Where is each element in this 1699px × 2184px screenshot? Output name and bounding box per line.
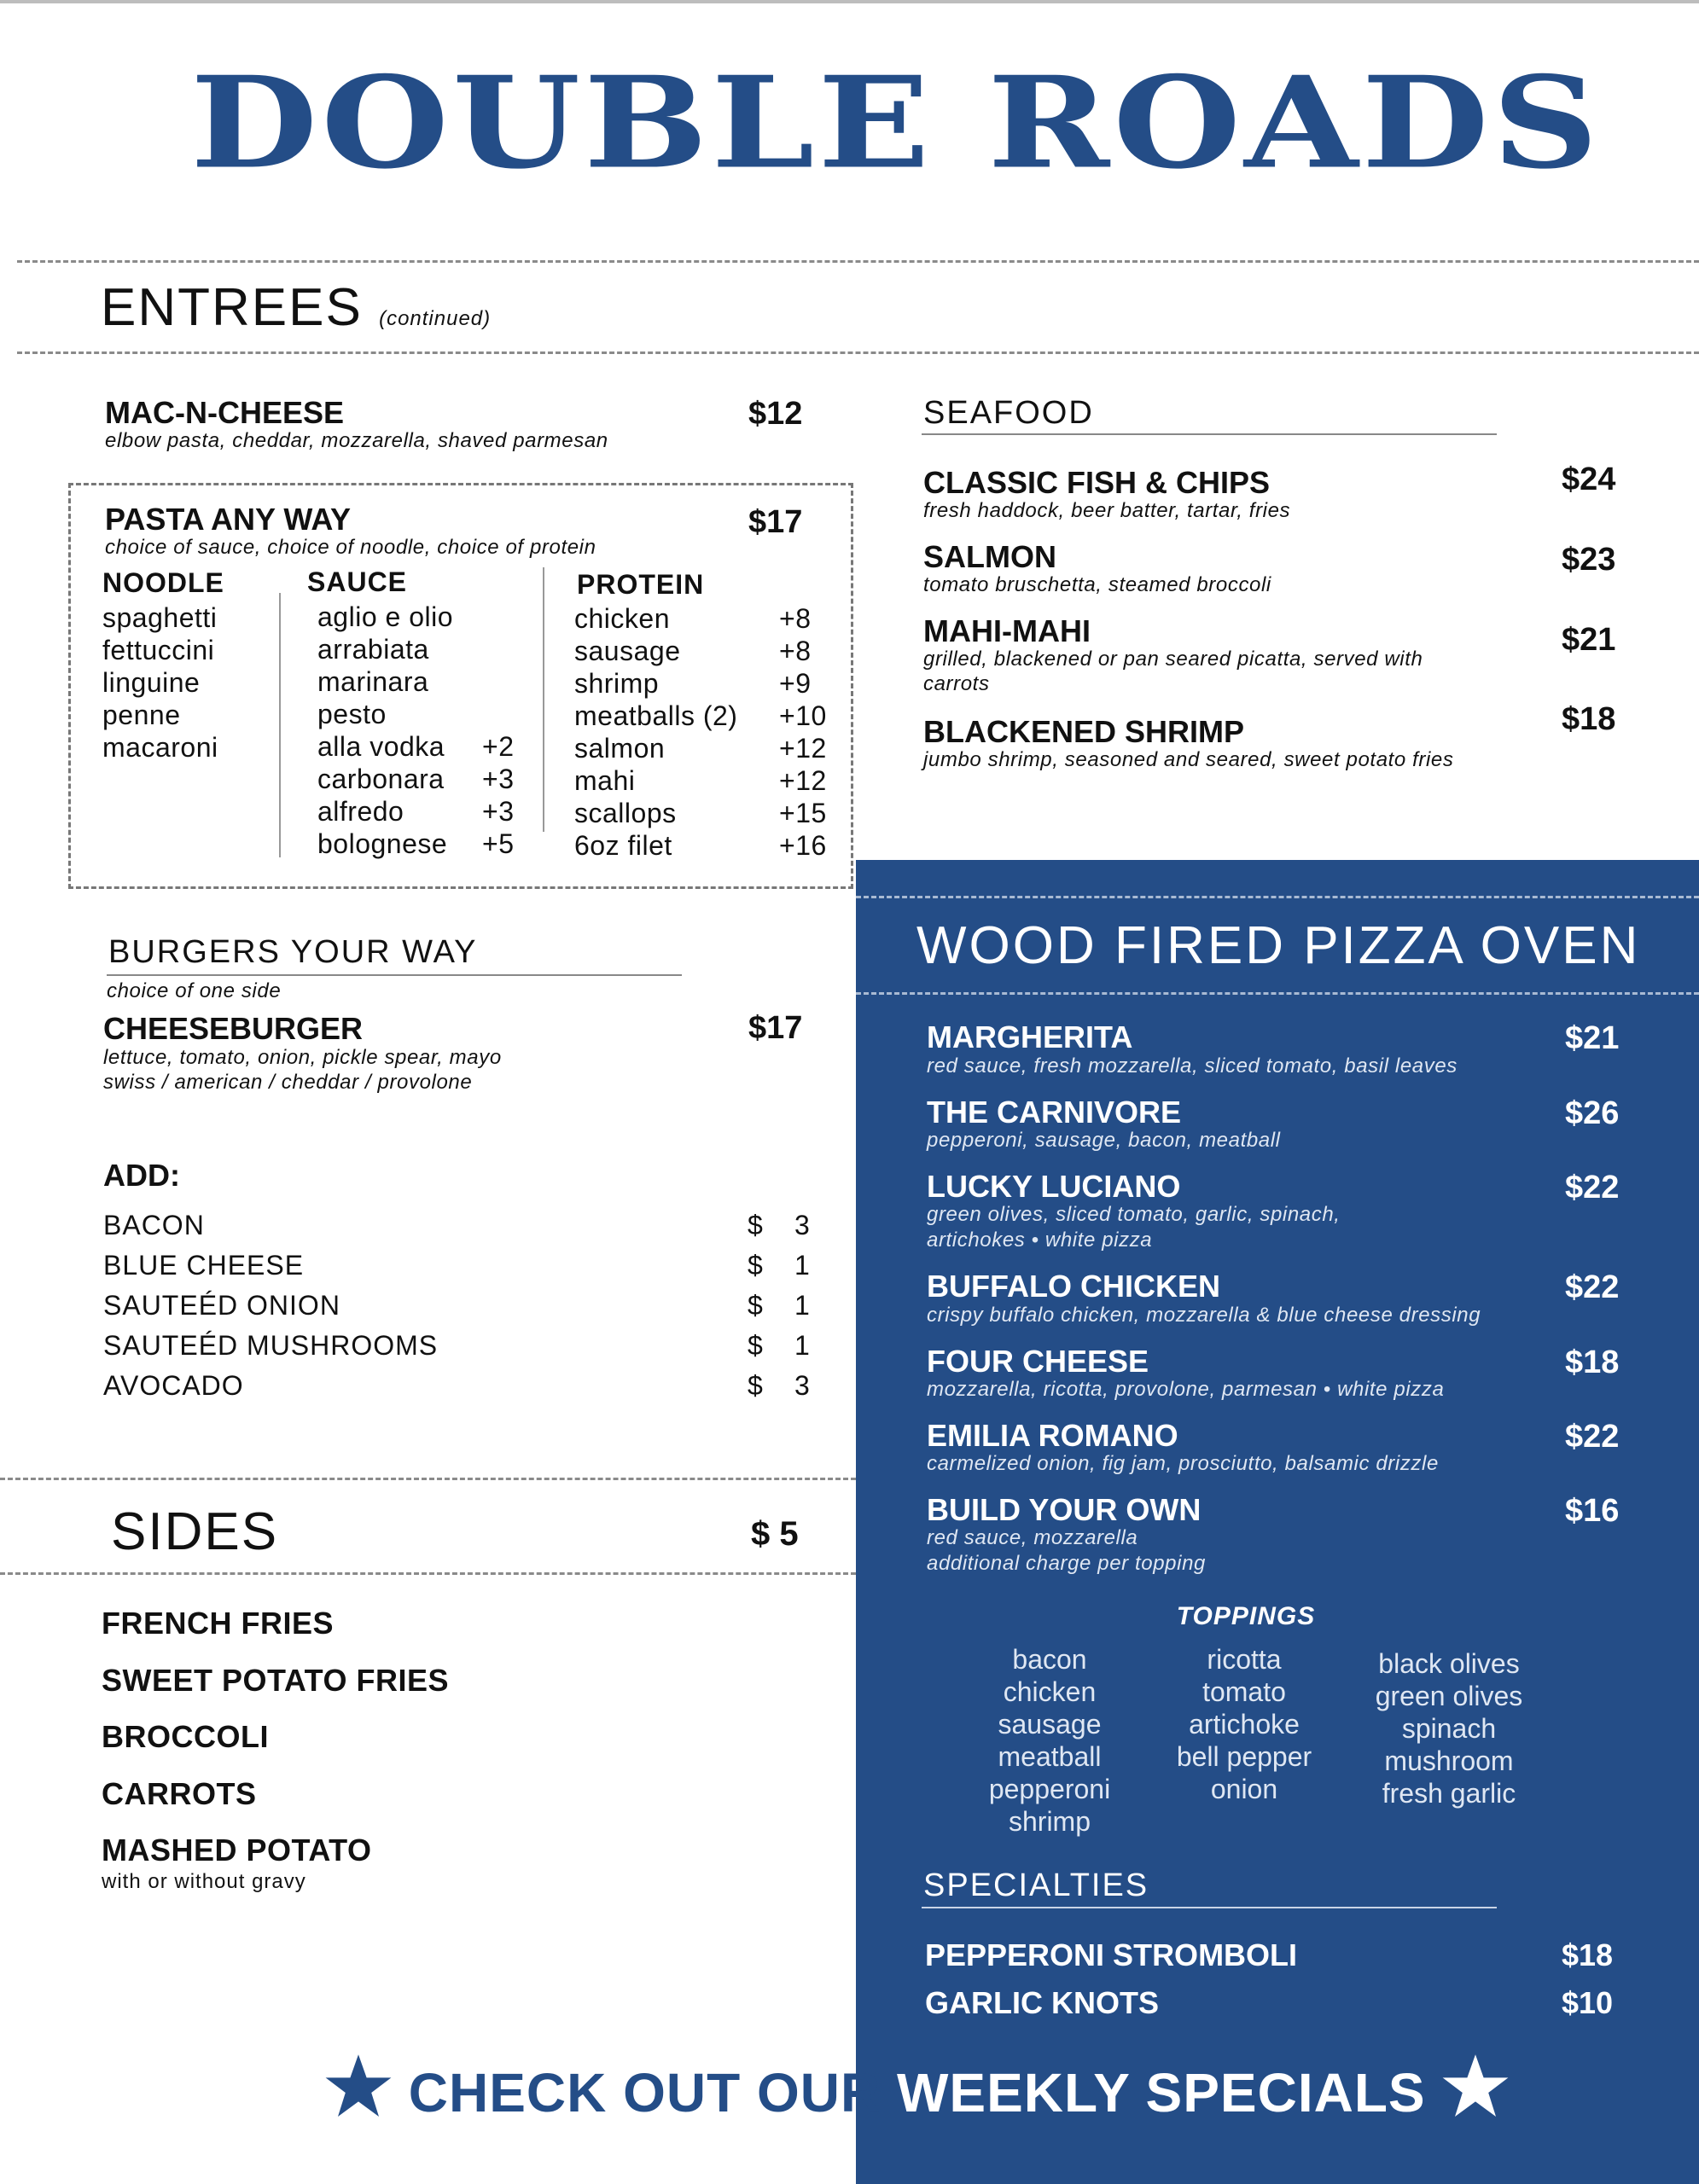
burgers-note: choice of one side xyxy=(107,979,282,1002)
topping-item: meatball xyxy=(998,1741,1102,1772)
burgers-rule xyxy=(107,974,682,976)
topping-item: onion xyxy=(1210,1774,1278,1804)
topping-item: bell pepper xyxy=(1176,1741,1312,1772)
pizza-dash-top xyxy=(856,896,1699,898)
noodle-item: fettuccini xyxy=(102,635,215,665)
topping-item: ricotta xyxy=(1207,1644,1282,1675)
protein-name: shrimp xyxy=(574,668,660,699)
pizza-item-desc-line: red sauce, mozzarella xyxy=(927,1526,1138,1549)
pizza-item-name: MARGHERITA xyxy=(927,1019,1133,1054)
protein-item xyxy=(574,764,839,797)
protein-add: +12 xyxy=(779,733,827,764)
side-item: CARROTS xyxy=(102,1776,257,1811)
seafood-item-name: MAHI-MAHI xyxy=(923,613,1091,648)
add-item xyxy=(103,1326,820,1366)
protein-name: scallops xyxy=(574,798,677,828)
protein-name: 6oz filet xyxy=(574,830,672,861)
banner-text-right: WEEKLY SPECIALS xyxy=(897,2062,1426,2123)
seafood-item-price: $23 xyxy=(1562,542,1616,578)
protein-item xyxy=(574,700,839,732)
sauce-name: pesto xyxy=(317,699,387,729)
sauce-heading: SAUCE xyxy=(307,566,408,597)
sauce-item xyxy=(317,795,522,828)
pizza-item-price: $26 xyxy=(1565,1095,1620,1131)
specialties-rule xyxy=(922,1907,1497,1908)
side-item-note: with or without gravy xyxy=(102,1870,306,1893)
seafood-item-desc: jumbo shrimp, seasoned and seared, sweet potato fries xyxy=(923,748,1454,771)
seafood-item-price: $24 xyxy=(1562,462,1616,497)
seafood-item-name: SALMON xyxy=(923,539,1056,574)
protein-add: +12 xyxy=(779,765,827,796)
add-item xyxy=(103,1205,820,1246)
pasta-desc: choice of sauce, choice of noodle, choice of protein xyxy=(105,536,596,559)
sauce-name: marinara xyxy=(317,666,429,697)
pizza-item-name: BUFFALO CHICKEN xyxy=(927,1269,1220,1304)
pizza-item-desc xyxy=(927,1525,1206,1577)
topping-item: tomato xyxy=(1202,1676,1286,1707)
seafood-item-desc: grilled, blackened or pan seared picatta, served with carrots xyxy=(923,648,1423,695)
side-item: BROCCOLI xyxy=(102,1719,269,1754)
topping-item: mushroom xyxy=(1384,1745,1514,1776)
side-item: SWEET POTATO FRIES xyxy=(102,1663,450,1698)
seafood-item-desc: tomato bruschetta, steamed broccoli xyxy=(923,573,1271,596)
sauce-name: arrabiata xyxy=(317,634,429,665)
specialty-price: $10 xyxy=(1562,1985,1614,2020)
pizza-item-price: $22 xyxy=(1565,1419,1620,1455)
topping-item: pepperoni xyxy=(988,1774,1111,1804)
protein-item xyxy=(574,797,839,829)
sauce-item xyxy=(317,730,522,763)
add-item-dollar: $ xyxy=(748,1370,764,1401)
pasta-separator-1 xyxy=(279,593,281,857)
add-item xyxy=(103,1286,820,1326)
noodle-item: spaghetti xyxy=(102,602,218,633)
pizza-item-name: THE CARNIVORE xyxy=(927,1095,1182,1130)
topping-item: spinach xyxy=(1401,1713,1497,1744)
protein-add: +9 xyxy=(779,668,812,699)
protein-add: +8 xyxy=(779,603,812,634)
sides-price: $ 5 xyxy=(751,1515,799,1553)
top-edge-line xyxy=(0,0,1699,3)
seafood-item-price: $18 xyxy=(1562,701,1616,737)
pizza-item-name: LUCKY LUCIANO xyxy=(927,1169,1181,1204)
add-item-price: 1 xyxy=(794,1330,811,1361)
seafood-item-desc: fresh haddock, beer batter, tartar, fries xyxy=(923,499,1291,522)
topping-item: green olives xyxy=(1375,1681,1523,1711)
sauce-add: +3 xyxy=(482,796,515,827)
add-item-name: BLUE CHEESE xyxy=(103,1250,305,1281)
seafood-item-name: BLACKENED SHRIMP xyxy=(923,714,1245,749)
add-item-name: SAUTEÉD MUSHROOMS xyxy=(103,1330,439,1361)
topping-item: bacon xyxy=(1012,1644,1087,1675)
protein-add: +8 xyxy=(779,636,812,666)
toppings-column-2 xyxy=(1148,1643,1341,1805)
protein-item xyxy=(574,602,839,635)
protein-name: meatballs (2) xyxy=(574,700,738,731)
add-item-price: 3 xyxy=(794,1210,811,1240)
toppings-column-1 xyxy=(956,1643,1143,1838)
protein-heading: PROTEIN xyxy=(577,569,705,600)
sauce-add: +5 xyxy=(482,828,515,859)
sides-dash-bottom xyxy=(0,1572,856,1575)
pizza-item-name: BUILD YOUR OWN xyxy=(927,1492,1202,1527)
add-item-dollar: $ xyxy=(748,1210,764,1240)
add-item xyxy=(103,1246,820,1286)
topping-item: artichoke xyxy=(1189,1709,1300,1740)
seafood-rule xyxy=(922,433,1497,435)
seafood-item-name: CLASSIC FISH & CHIPS xyxy=(923,465,1271,500)
pizza-item-desc: green olives, sliced tomato, garlic, spinach, artichokes • white pizza xyxy=(927,1203,1341,1252)
pizza-item-desc: red sauce, fresh mozzarella, sliced tomato, basil leaves xyxy=(927,1054,1458,1077)
specialty-price: $18 xyxy=(1562,1937,1614,1972)
sauce-item xyxy=(317,828,522,860)
star-icon xyxy=(324,2052,393,2120)
pizza-item-price: $18 xyxy=(1565,1345,1620,1380)
sauce-item xyxy=(317,601,522,633)
sauce-name: alla vodka xyxy=(317,731,445,762)
protein-item xyxy=(574,732,839,764)
sides-heading: SIDES xyxy=(111,1502,279,1561)
pizza-item-price: $22 xyxy=(1565,1269,1620,1305)
pizza-item-desc: crispy buffalo chicken, mozzarella & blue cheese dressing xyxy=(927,1304,1481,1327)
add-item-dollar: $ xyxy=(748,1250,764,1281)
cheeseburger-desc xyxy=(103,1046,502,1095)
side-item: FRENCH FRIES xyxy=(102,1606,335,1641)
sauce-name: carbonara xyxy=(317,764,445,794)
mac-desc: elbow pasta, cheddar, mozzarella, shaved parmesan xyxy=(105,429,608,452)
pizza-item-price: $22 xyxy=(1565,1170,1620,1205)
add-list xyxy=(103,1205,820,1406)
toppings-column-3 xyxy=(1344,1647,1554,1809)
entrees-continued-note: (continued) xyxy=(379,307,492,330)
specialty-name: GARLIC KNOTS xyxy=(925,1985,1159,2020)
protein-name: sausage xyxy=(574,636,681,666)
restaurant-title: DOUBLE ROADS xyxy=(190,48,1602,197)
protein-add: +15 xyxy=(779,798,827,828)
pasta-name: PASTA ANY WAY xyxy=(105,502,352,537)
sauce-name: bolognese xyxy=(317,828,448,859)
protein-item xyxy=(574,829,839,862)
pasta-price: $17 xyxy=(748,504,803,540)
entrees-heading xyxy=(101,278,492,337)
pizza-item-price: $21 xyxy=(1565,1020,1620,1056)
add-item-price: 3 xyxy=(794,1370,811,1401)
weekly-specials-banner xyxy=(324,2052,1434,2129)
pizza-dash-bottom xyxy=(856,992,1699,995)
cheeseburger-desc-line: lettuce, tomato, onion, pickle spear, mayo xyxy=(103,1046,502,1069)
add-item-price: 1 xyxy=(794,1250,811,1281)
protein-name: mahi xyxy=(574,765,636,796)
protein-add: +10 xyxy=(779,700,827,731)
entrees-heading-text: ENTREES xyxy=(101,278,363,337)
cheeseburger-name: CHEESEBURGER xyxy=(103,1011,364,1046)
protein-item xyxy=(574,635,839,667)
sauce-item xyxy=(317,633,522,665)
sauce-name: alfredo xyxy=(317,796,404,827)
pizza-item-desc: pepperoni, sausage, bacon, meatball xyxy=(927,1129,1281,1152)
side-item: MASHED POTATO xyxy=(102,1833,372,1867)
specialties-heading: SPECIALTIES xyxy=(923,1867,1149,1903)
pizza-item-desc-line: additional charge per topping xyxy=(927,1552,1206,1575)
sauce-item xyxy=(317,665,522,698)
entrees-dash-top xyxy=(17,260,1699,263)
protein-item xyxy=(574,667,839,700)
noodle-heading: NOODLE xyxy=(102,567,224,598)
pasta-separator-2 xyxy=(543,567,544,832)
pizza-item-price: $16 xyxy=(1565,1493,1620,1529)
add-item-name: SAUTEÉD ONION xyxy=(103,1290,340,1321)
topping-item: black olives xyxy=(1378,1648,1520,1679)
sauce-item xyxy=(317,698,522,730)
add-item xyxy=(103,1366,820,1406)
add-item-dollar: $ xyxy=(748,1330,764,1361)
noodle-item: penne xyxy=(102,700,181,730)
sauce-add: +2 xyxy=(482,731,515,762)
star-icon xyxy=(1441,2052,1510,2120)
sauce-list xyxy=(317,601,522,860)
sauce-item xyxy=(317,763,522,795)
sides-dash-top xyxy=(0,1478,856,1480)
pizza-item-desc: mozzarella, ricotta, provolone, parmesan • white pizza xyxy=(927,1378,1445,1401)
pizza-item-name: EMILIA ROMANO xyxy=(927,1418,1178,1453)
specialty-name: PEPPERONI STROMBOLI xyxy=(925,1937,1298,1972)
topping-item: shrimp xyxy=(1008,1806,1091,1837)
protein-list xyxy=(574,602,839,862)
add-item-dollar: $ xyxy=(748,1290,764,1321)
add-item-price: 1 xyxy=(794,1290,811,1321)
mac-name: MAC-N-CHEESE xyxy=(105,395,345,430)
toppings-heading: TOPPINGS xyxy=(1176,1602,1316,1630)
pizza-item-desc: carmelized onion, fig jam, prosciutto, balsamic drizzle xyxy=(927,1452,1439,1475)
cheeseburger-cheese-options: swiss / american / cheddar / provolone xyxy=(103,1070,473,1094)
topping-item: chicken xyxy=(1003,1676,1097,1707)
add-item-name: BACON xyxy=(103,1210,205,1240)
protein-name: chicken xyxy=(574,603,670,634)
protein-name: salmon xyxy=(574,733,666,764)
seafood-heading: SEAFOOD xyxy=(923,395,1094,431)
topping-item: sausage xyxy=(998,1709,1102,1740)
burgers-heading: BURGERS YOUR WAY xyxy=(108,934,478,970)
add-heading: ADD: xyxy=(103,1158,180,1193)
noodle-list xyxy=(102,601,218,764)
mac-price: $12 xyxy=(748,396,803,432)
entrees-dash-bottom xyxy=(17,351,1699,354)
banner-text-left: CHECK OUT OUR xyxy=(408,2062,882,2123)
cheeseburger-price: $17 xyxy=(748,1010,803,1046)
topping-item: fresh garlic xyxy=(1382,1778,1516,1809)
add-item-name: AVOCADO xyxy=(103,1370,244,1401)
noodle-item: linguine xyxy=(102,667,201,698)
noodle-item: macaroni xyxy=(102,732,218,763)
pizza-item-name: FOUR CHEESE xyxy=(927,1344,1149,1379)
pizza-heading: WOOD FIRED PIZZA OVEN xyxy=(916,916,1641,975)
sauce-add: +3 xyxy=(482,764,515,794)
protein-add: +16 xyxy=(779,830,827,861)
seafood-item-price: $21 xyxy=(1562,622,1616,658)
sides-list xyxy=(102,1606,449,1894)
sauce-name: aglio e olio xyxy=(317,601,453,632)
